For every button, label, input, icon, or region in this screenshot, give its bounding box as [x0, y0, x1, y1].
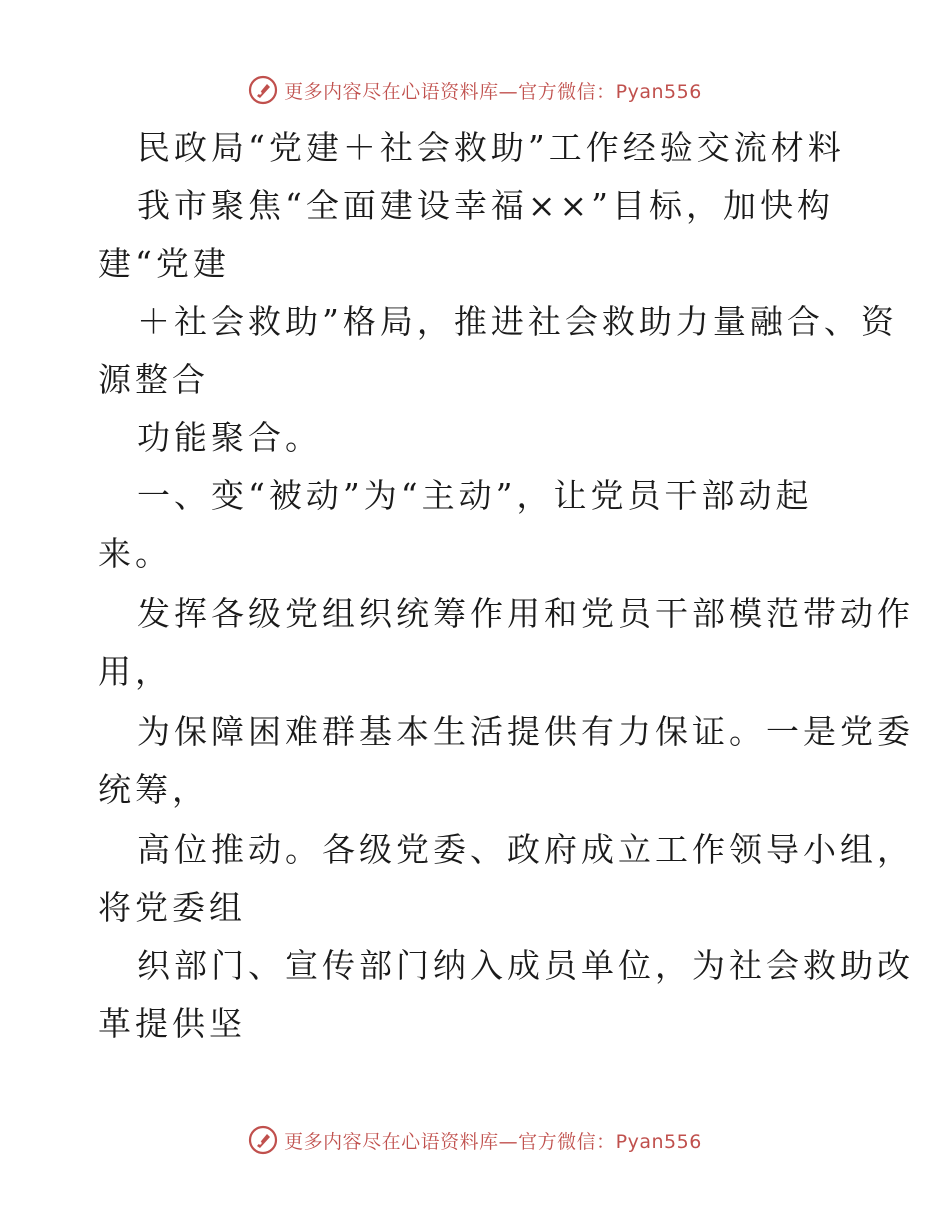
- document-title: 民政局“党建＋社会救助”工作经验交流材料: [137, 128, 845, 167]
- pen-nib-logo-icon: [248, 1125, 278, 1155]
- paragraph-line: 将党委组: [98, 888, 246, 927]
- paragraph-line: 源整合: [98, 360, 209, 399]
- paragraph-line: 统筹，: [98, 770, 209, 809]
- paragraph-line: 革提供坚: [98, 1004, 246, 1043]
- footer-banner: [0, 1120, 950, 1160]
- paragraph-line: 功能聚合。: [137, 418, 322, 457]
- header-banner: [0, 70, 950, 110]
- paragraph-line: ＋社会救助”格局，推进社会救助力量融合、资: [137, 302, 898, 341]
- paragraph-line: 织部门、宣传部门纳入成员单位，为社会救助改: [137, 946, 914, 985]
- paragraph-line: 我市聚焦“全面建设幸福××”目标，加快构: [137, 186, 835, 225]
- paragraph-line: 来。: [98, 534, 172, 573]
- section-heading: 一、变“被动”为“主动”，让党员干部动起: [137, 476, 813, 515]
- paragraph-line: 用，: [98, 652, 172, 691]
- paragraph-line: 为保障困难群基本生活提供有力保证。一是党委: [137, 712, 914, 751]
- paragraph-line: 高位推动。各级党委、政府成立工作领导小组，: [137, 830, 914, 869]
- banner-text: 更多内容尽在心语资料库—官方微信：Pyan556: [284, 1130, 702, 1153]
- pen-nib-logo-icon: [248, 75, 278, 105]
- banner-text: 更多内容尽在心语资料库—官方微信：Pyan556: [284, 80, 702, 103]
- paragraph-line: 建“党建: [98, 244, 230, 283]
- paragraph-line: 发挥各级党组织统筹作用和党员干部模范带动作: [137, 594, 914, 633]
